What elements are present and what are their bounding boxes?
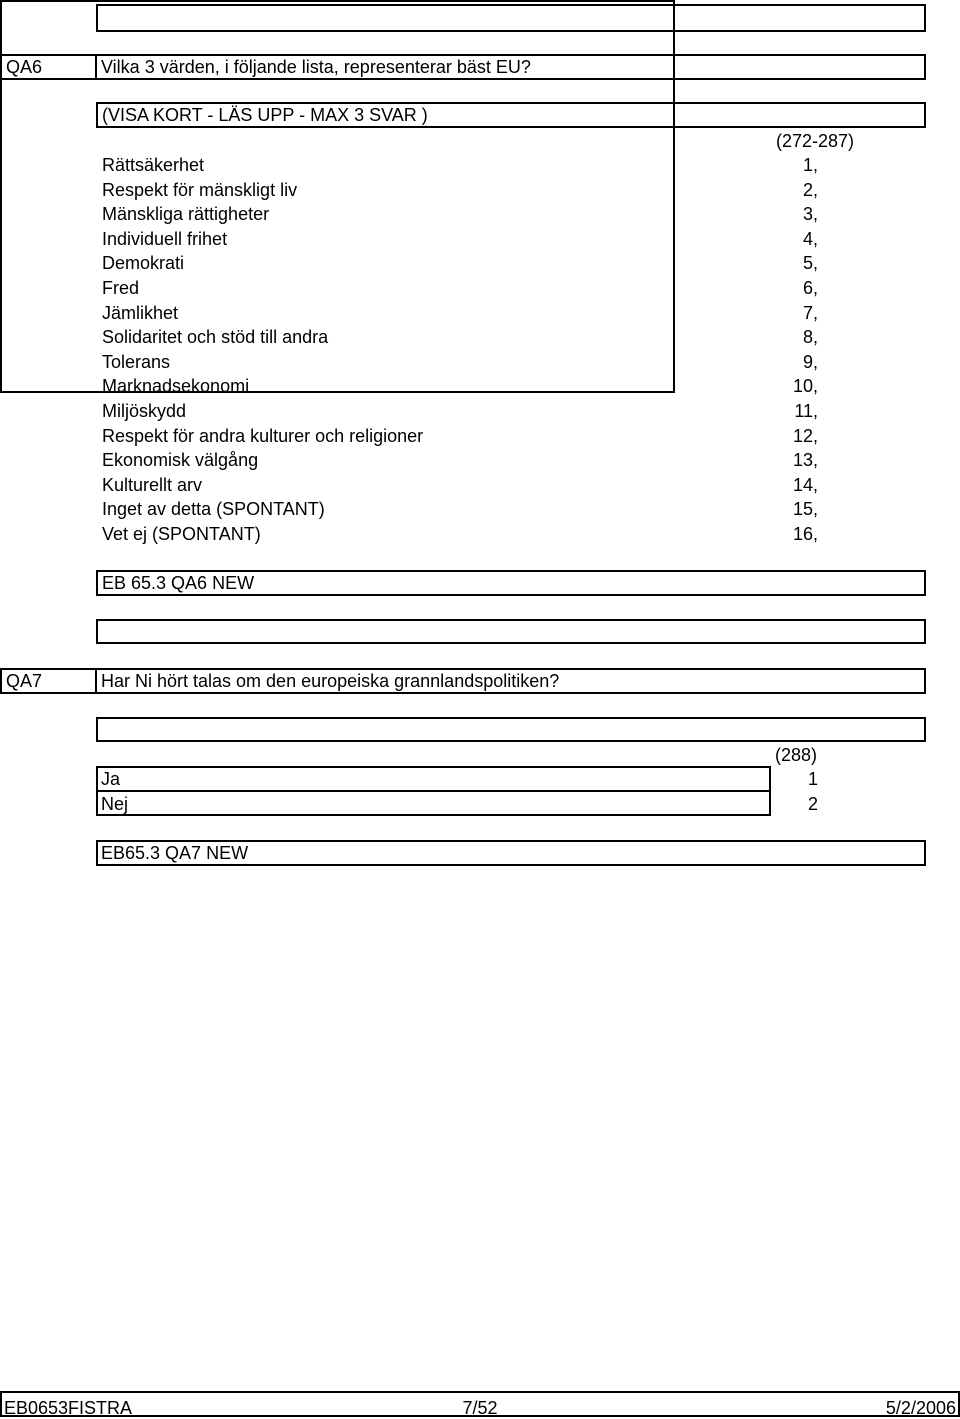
qa7-id: QA7 — [6, 671, 43, 691]
qa6-option-label: Fred — [102, 278, 140, 298]
qa6-option-code: 15, — [792, 499, 818, 519]
qa6-option-code: 6, — [802, 278, 818, 298]
qa6-option-label: Individuell frihet — [102, 229, 228, 249]
top-empty-box — [96, 4, 926, 32]
qa7-option-code: 2 — [807, 794, 818, 814]
qa6-option-label: Ekonomisk välgång — [102, 450, 259, 470]
footer-doc-id: EB0653FISTRA — [4, 1398, 133, 1418]
qa6-option-label: Solidaritet och stöd till andra — [102, 327, 329, 347]
qa6-option-label: Tolerans — [102, 352, 171, 372]
qa6-option-code: 11, — [794, 401, 818, 421]
qa6-option-code: 2, — [802, 180, 818, 200]
qa6-option-code: 7, — [802, 303, 818, 323]
qa6-id: QA6 — [6, 57, 43, 77]
qa7-empty-box-top — [96, 619, 926, 644]
qa6-option-code: 10, — [792, 376, 818, 396]
qa6-option-label: Kulturellt arv — [102, 475, 203, 495]
footer-page: 7/52 — [462, 1398, 498, 1418]
qa6-option-code: 8, — [802, 327, 818, 347]
qa6-option-label: Vet ej (SPONTANT) — [102, 524, 261, 544]
qa6-option-label: Respekt för mänskligt liv — [102, 180, 298, 200]
qa6-option-code: 4, — [802, 229, 818, 249]
qa6-range: (272-287) — [775, 131, 855, 151]
qa6-option-code: 5, — [802, 253, 818, 273]
qa6-option-label: Marknadsekonomi — [102, 376, 250, 396]
qa6-instruction: (VISA KORT - LÄS UPP - MAX 3 SVAR ) — [102, 105, 428, 125]
qa6-option-label: Rättsäkerhet — [102, 155, 205, 175]
qa6-option-label: Demokrati — [102, 253, 185, 273]
qa6-option-label: Inget av detta (SPONTANT) — [102, 499, 325, 519]
qa7-option-label: Ja — [101, 769, 121, 789]
qa6-option-code: 3, — [802, 204, 818, 224]
footer-date: 5/2/2006 — [885, 1398, 956, 1418]
qa6-source: EB 65.3 QA6 NEW — [102, 573, 255, 593]
qa6-option-label: Respekt för andra kulturer och religioner — [102, 426, 424, 446]
qa7-option-code: 1 — [807, 769, 818, 789]
qa7-option-label: Nej — [101, 794, 129, 814]
qa7-range: (288) — [774, 745, 818, 765]
qa7-options-divider — [96, 790, 771, 792]
qa7-question: Har Ni hört talas om den europeiska grannlandspolitiken? — [101, 671, 560, 691]
qa7-empty-box — [96, 717, 926, 742]
qa6-option-label: Miljöskydd — [102, 401, 187, 421]
qa6-question: Vilka 3 värden, i följande lista, representerar bäst EU? — [101, 57, 531, 77]
qa6-option-code: 16, — [792, 524, 818, 544]
qa6-option-code: 9, — [802, 352, 818, 372]
qa6-option-code: 13, — [792, 450, 818, 470]
qa6-option-code: 14, — [792, 475, 818, 495]
qa7-source: EB65.3 QA7 NEW — [101, 843, 249, 863]
qa6-option-code: 12, — [792, 426, 818, 446]
qa6-option-label: Mänskliga rättigheter — [102, 204, 270, 224]
qa6-option-label: Jämlikhet — [102, 303, 179, 323]
qa6-option-code: 1, — [802, 155, 818, 175]
